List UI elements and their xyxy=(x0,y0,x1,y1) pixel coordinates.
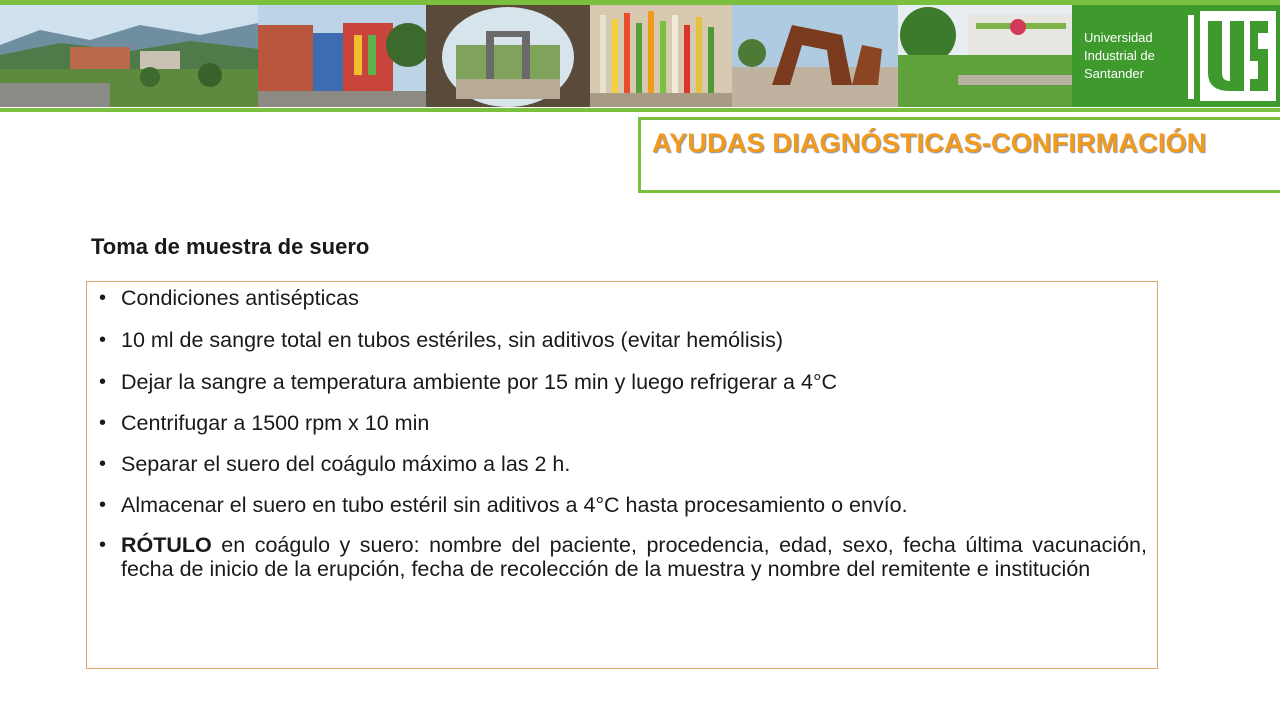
bullet-list xyxy=(99,282,1147,581)
logo-separator xyxy=(1188,15,1194,99)
university-name-line-2: Industrial de xyxy=(1084,48,1155,63)
bullet-text: Separar el suero del coágulo máximo a las 2 h. xyxy=(121,452,571,476)
university-name-line-3: Santander xyxy=(1084,66,1144,81)
slide-title: AYUDAS DIAGNÓSTICAS-CONFIRMACIÓN xyxy=(652,128,1207,158)
campus-photo-5 xyxy=(732,5,898,107)
bullet-bold-label: RÓTULO xyxy=(121,533,212,557)
bullet-item xyxy=(99,286,1147,310)
header-banner xyxy=(0,0,1280,112)
bullet-text: Almacenar el suero en tubo estéril sin aditivos a 4°C hasta procesamiento o envío. xyxy=(121,493,908,517)
content-box xyxy=(86,281,1158,669)
bullet-item xyxy=(99,411,1147,435)
campus-photo-1 xyxy=(0,5,258,107)
bullet-text: Centrifugar a 1500 rpm x 10 min xyxy=(121,411,430,435)
bullet-text: 10 ml de sangre total en tubos estériles, sin aditivos (evitar hemólisis) xyxy=(121,328,784,352)
campus-photo-6 xyxy=(898,5,1072,107)
section-heading: Toma de muestra de suero xyxy=(91,234,370,259)
bullet-item xyxy=(99,493,1147,517)
bullet-text: Condiciones antisépticas xyxy=(121,286,359,310)
campus-photo-3 xyxy=(426,5,590,107)
campus-photo-2 xyxy=(258,5,426,107)
bullet-item xyxy=(99,533,1147,581)
university-logo xyxy=(1072,5,1280,107)
bullet-text: Dejar la sangre a temperatura ambiente por 15 min y luego refrigerar a 4°C xyxy=(121,370,838,394)
university-name xyxy=(1084,29,1184,83)
banner-bottom-line xyxy=(0,108,1280,112)
bullet-item xyxy=(99,328,1147,352)
bullet-text: en coágulo y suero: nombre del paciente, procedencia, edad, sexo, fecha última vacunación, fecha de inicio de la erupción, fecha de recolección de la muestra y nombre del remitente e institución xyxy=(121,533,1147,581)
uis-emblem-icon xyxy=(1200,11,1276,101)
bullet-item xyxy=(99,452,1147,476)
bullet-item xyxy=(99,370,1147,394)
campus-photo-4 xyxy=(590,5,732,107)
university-name-line-1: Universidad xyxy=(1084,30,1153,45)
